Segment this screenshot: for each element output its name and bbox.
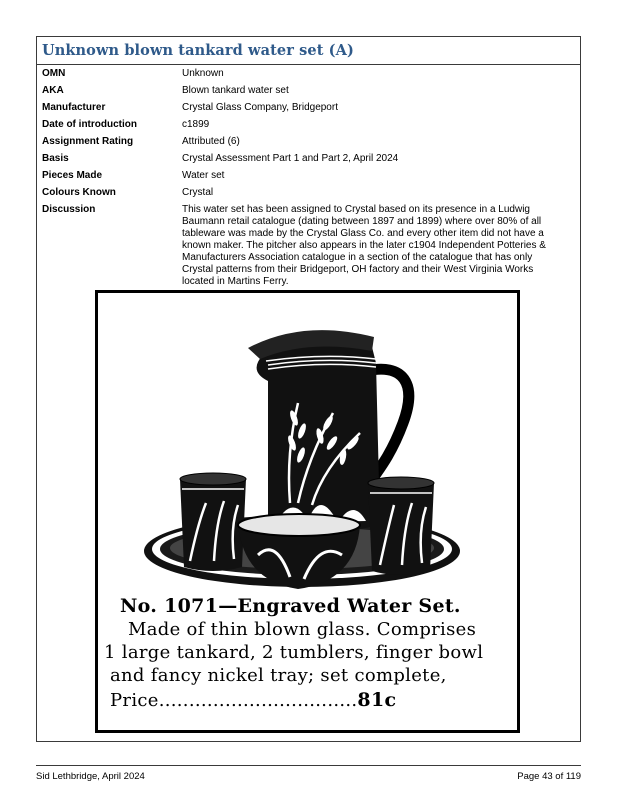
footer-page-number: Page 43 of 119 [517,771,581,782]
discussion-line: known maker. The pitcher also appears in the later c1904 Independent Potteries & [182,240,546,251]
catalogue-illustration [95,290,520,733]
field-value: Water set [182,170,225,181]
catalogue-price-line [110,689,396,711]
field-label: AKA [42,85,64,96]
price-leader: Price................................. [110,690,358,711]
price-value: 81c [357,689,397,711]
discussion-line: Baumann retail catalogue (dating between 1897 and 1899) where over 80% of all [182,216,542,227]
field-value: Crystal [182,187,214,198]
field-label: Discussion [42,204,96,215]
field-label: Assignment Rating [42,136,134,147]
field-value: Attributed (6) [182,136,240,147]
page-title: Unknown blown tankard water set (A) [42,42,354,59]
field-value: Crystal Glass Company, Bridgeport [182,102,338,113]
field-label: Basis [42,153,69,164]
discussion-line: tableware was made by the Crystal Glass Co. and every other item did not have a [182,228,544,239]
footer-divider [36,765,581,766]
discussion-line: This water set has been assigned to Crystal based on its presence in a Ludwig [182,204,530,215]
footer-author: Sid Lethbridge, April 2024 [36,771,145,782]
discussion-line: located in Martins Ferry. [182,276,289,287]
catalogue-heading: No. 1071—Engraved Water Set. [120,595,461,617]
field-label: Colours Known [42,187,116,198]
discussion-line: Crystal patterns from their Bridgeport, OH factory and their West Virginia Works [182,264,534,275]
title-divider [36,64,581,65]
discussion-line: Manufacturers Association catalogue in a section of the catalogue that has only [182,252,533,263]
discussion-text [182,204,562,288]
field-value: Crystal Assessment Part 1 and Part 2, April 2024 [182,153,399,164]
catalogue-line: and fancy nickel tray; set complete, [110,665,447,686]
field-value: c1899 [182,119,210,130]
field-label: Date of introduction [42,119,137,130]
field-value: Blown tankard water set [182,85,289,96]
field-label: OMN [42,68,66,79]
field-label: Pieces Made [42,170,103,181]
catalogue-line: Made of thin blown glass. Comprises [128,619,477,640]
catalogue-line: 1 large tankard, 2 tumblers, finger bowl [104,642,484,663]
field-value: Unknown [182,68,224,79]
field-label: Manufacturer [42,102,106,113]
